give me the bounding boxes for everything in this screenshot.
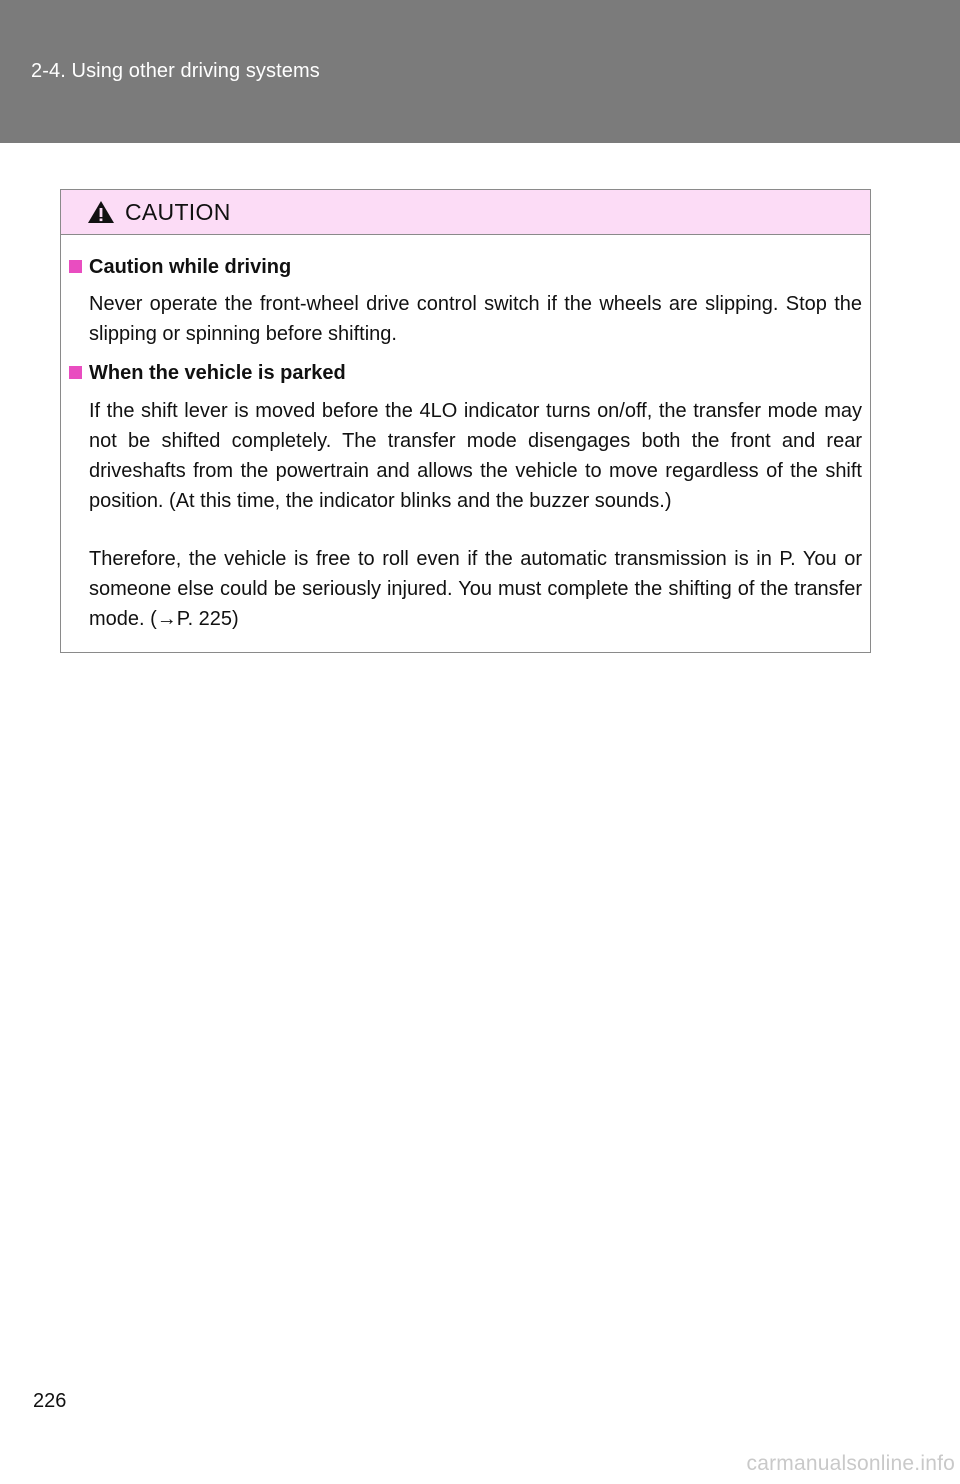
heading-text: When the vehicle is parked	[89, 362, 346, 384]
caution-header	[61, 190, 870, 235]
watermark: carmanualsonline.info	[746, 1452, 955, 1475]
warning-icon	[87, 200, 115, 224]
page-number: 226	[33, 1390, 67, 1412]
bullet-square-icon	[69, 366, 82, 379]
caution-title: CAUTION	[125, 199, 231, 225]
paragraph-parked-1: If the shift lever is moved before the 4LO indicator turns on/off, the transfer mode may not be shifted completely. The transfer mode disengages both the front and rear driveshafts from the powertrain and allows the vehicle to move regardless of the shift position. (At this time, the indicator blinks and the buzzer sounds.)	[89, 400, 862, 512]
paragraph-driving: Never operate the front-wheel drive control switch if the wheels are slipping. Stop the slipping or spinning before shifting.	[89, 293, 862, 345]
section-title: 2-4. Using other driving systems	[31, 60, 320, 82]
paragraph-parked-2: Therefore, the vehicle is free to roll even if the automatic transmission is in P. You or someone else could be seriously injured. You must complete the shifting of the transfer mode. (→P. 225)	[89, 548, 862, 630]
section-heading-parked	[69, 362, 346, 385]
heading-text: Caution while driving	[89, 256, 292, 278]
page-header	[0, 0, 960, 143]
section-heading-driving	[69, 256, 291, 279]
caution-box	[60, 189, 871, 653]
bullet-square-icon	[69, 260, 82, 273]
